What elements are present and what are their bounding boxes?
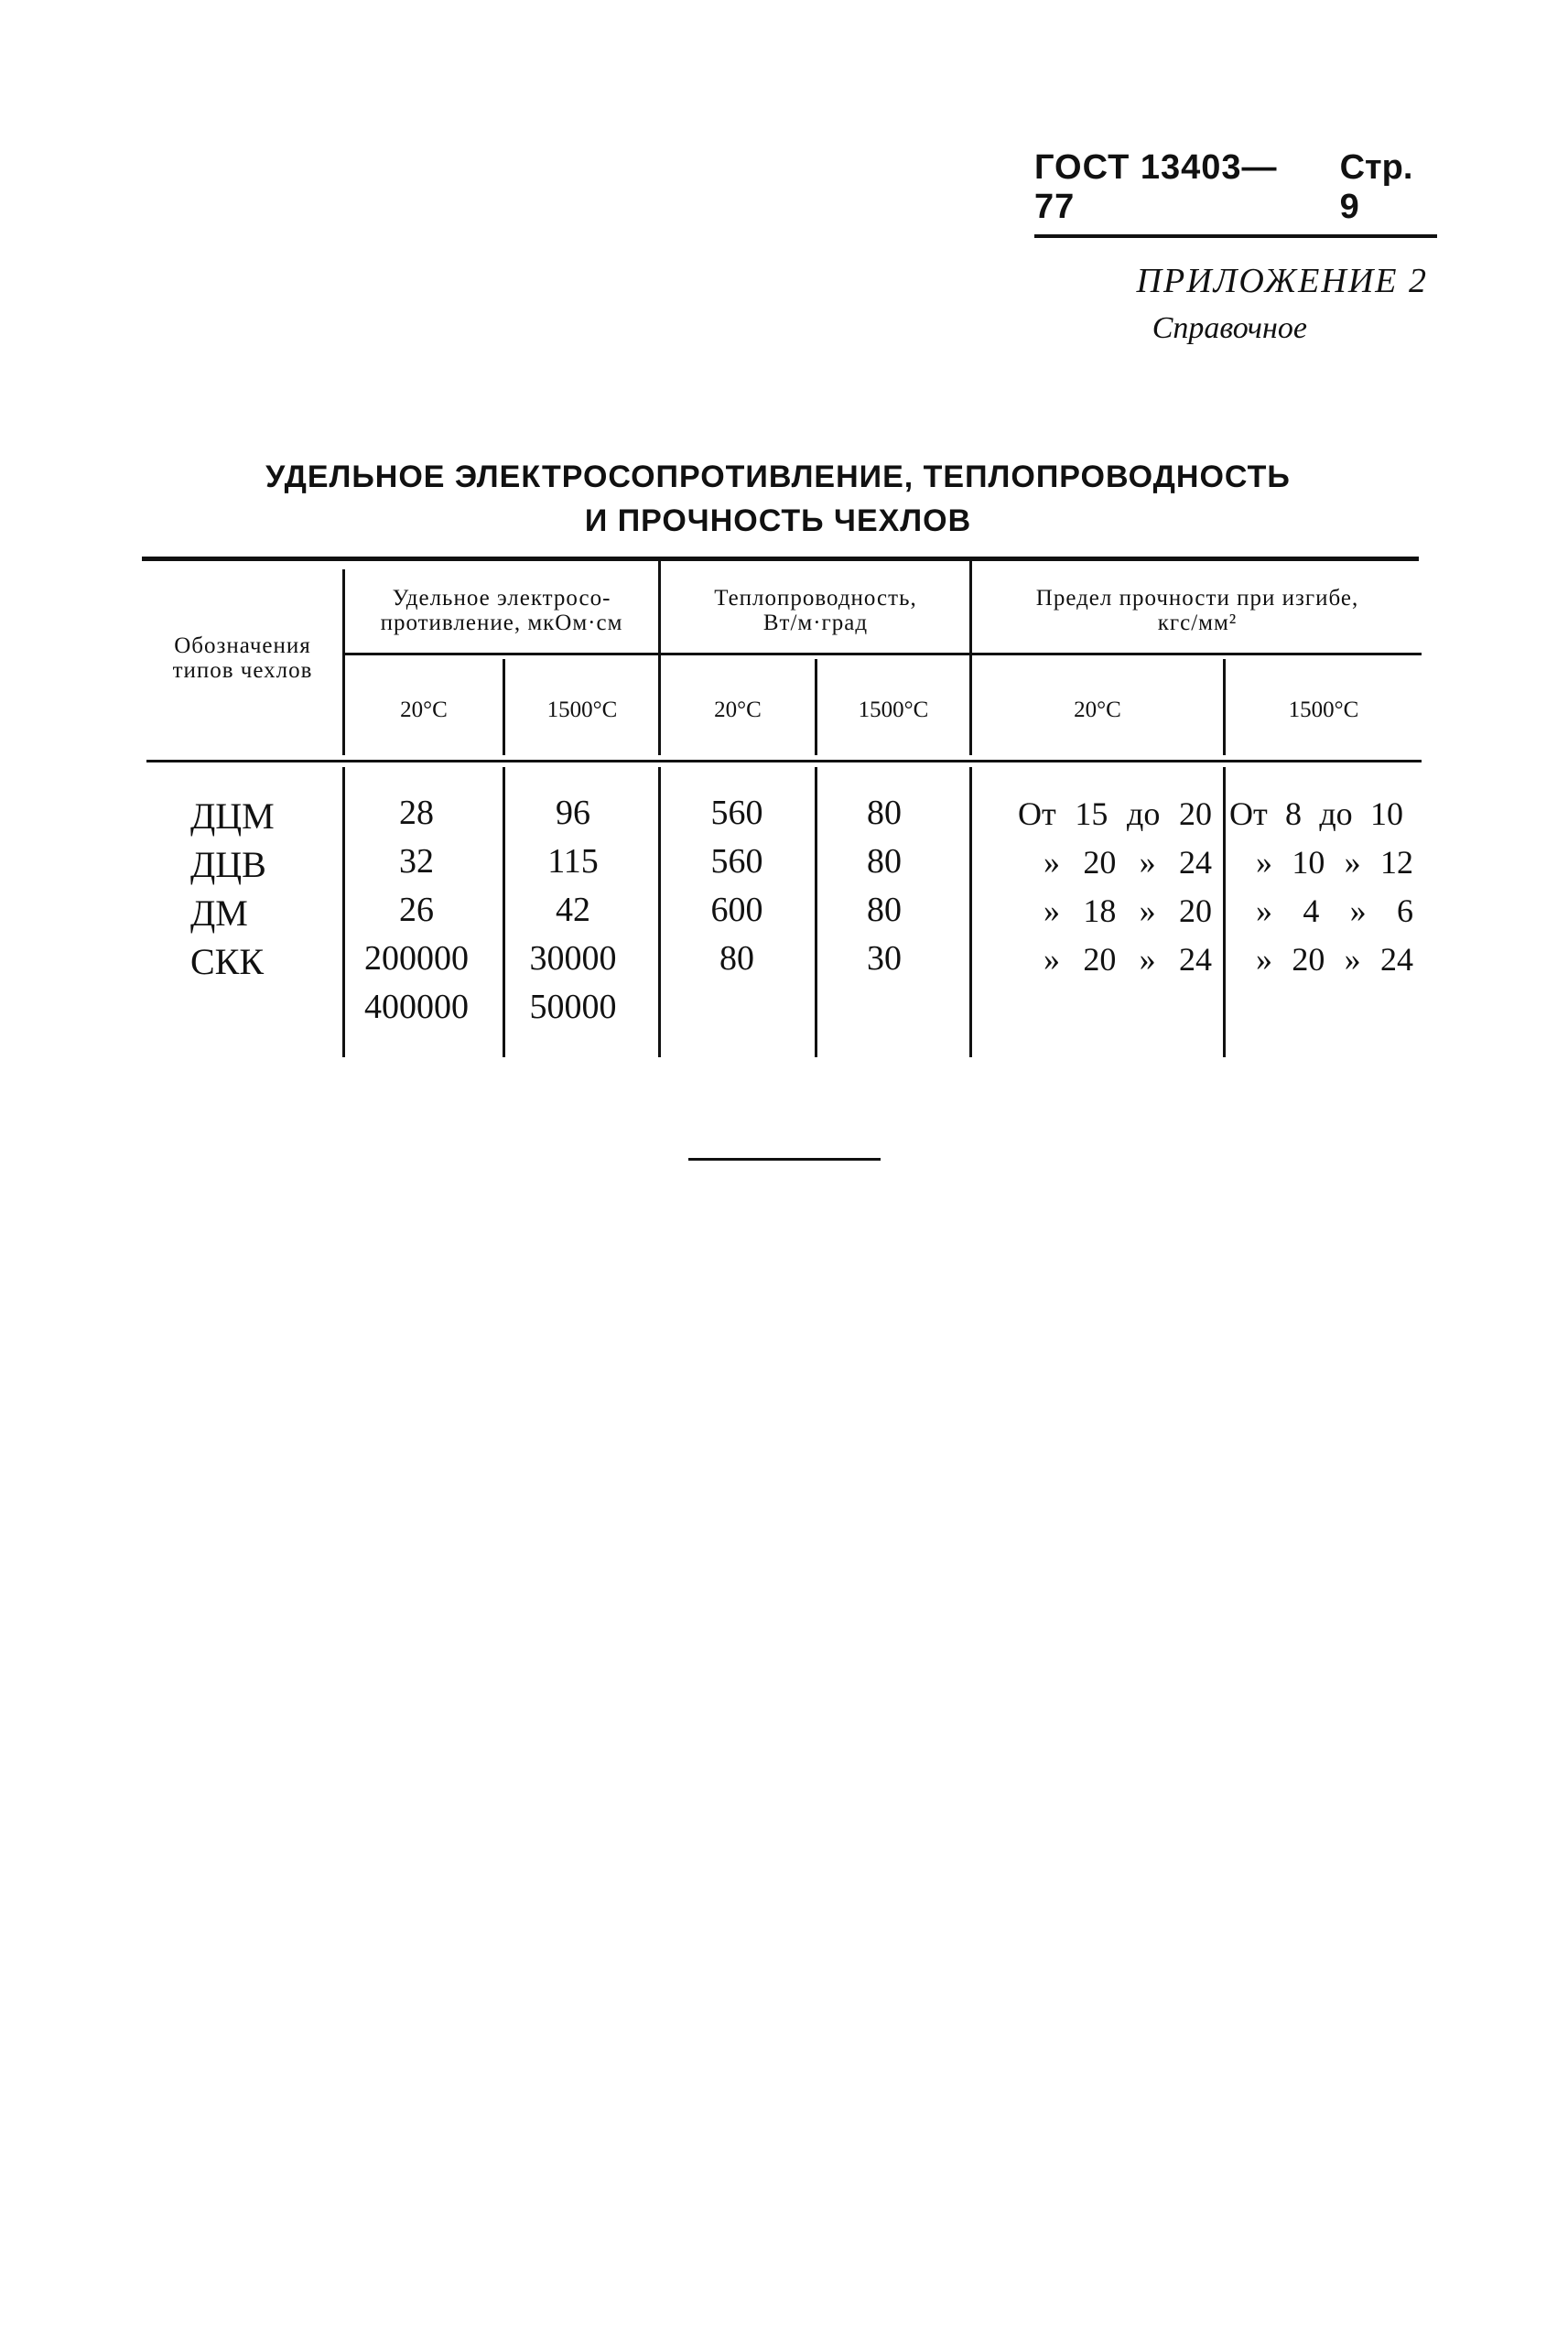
row-resistivity-20: 28 (399, 794, 434, 832)
temp-strength-1500: 1500°С (1288, 698, 1359, 722)
range-prefix: » (1044, 941, 1060, 978)
row-conductivity-1500: 80 (867, 891, 902, 929)
subheader-rule-left (344, 653, 660, 655)
range-to: 24 (1178, 941, 1212, 978)
col-strength-header: Предел прочности при изгибе, кгс/мм² (1035, 586, 1359, 635)
row-designation: ДЦВ (190, 844, 266, 885)
row-designation: СКК (190, 941, 265, 982)
vline-5 (969, 560, 972, 755)
range-prefix: » (1044, 892, 1060, 929)
subheader-rule-right (971, 653, 1422, 655)
row-resistivity-20: 200000 (364, 939, 469, 978)
col-designation-header: Обозначения типов чехлов (172, 633, 313, 683)
range-from: 18 (1083, 892, 1117, 929)
row-strength-1500 (1256, 843, 1413, 881)
end-divider (688, 1158, 881, 1161)
body-vline-6 (1223, 767, 1226, 1057)
vline-4 (815, 659, 817, 755)
range-to: 6 (1396, 892, 1413, 929)
range-from: 15 (1075, 795, 1108, 832)
range-from: 20 (1083, 844, 1117, 881)
row-resistivity-20: 32 (399, 842, 434, 881)
row-resistivity-1500: 96 (556, 794, 590, 832)
temp-conductivity-20: 20°С (714, 698, 762, 722)
range-from: 8 (1285, 795, 1303, 832)
row-strength-1500 (1256, 940, 1413, 979)
row-resistivity-20: 26 (399, 891, 434, 929)
range-from: 20 (1292, 941, 1325, 978)
table-top-rule (142, 557, 1419, 561)
row-conductivity-20: 80 (719, 939, 754, 978)
range-to: 24 (1379, 941, 1413, 978)
row-strength-20 (1044, 843, 1212, 881)
page-header (1034, 148, 1437, 238)
table-title-line2: И ПРОЧНОСТЬ ЧЕХЛОВ (584, 503, 972, 538)
row-strength-1500 (1229, 795, 1403, 833)
range-to: 10 (1370, 795, 1403, 832)
row-resistivity-20: 400000 (364, 988, 469, 1026)
body-vline-3 (658, 767, 661, 1057)
range-to: 20 (1178, 795, 1212, 832)
row-conductivity-20: 560 (710, 794, 763, 832)
row-conductivity-1500: 30 (867, 939, 902, 978)
range-from: 4 (1303, 892, 1320, 929)
row-strength-20 (1018, 795, 1212, 833)
appendix-label: ПРИЛОЖЕНИЕ 2 (1136, 262, 1428, 300)
range-from: 10 (1292, 844, 1325, 881)
range-word: » (1139, 844, 1156, 881)
col-resistivity-header: Удельное электросо- противление, мкОм·см (380, 586, 623, 635)
row-strength-20 (1044, 940, 1212, 979)
range-prefix: От (1229, 795, 1268, 832)
temp-resistivity-20: 20°С (400, 698, 448, 722)
vline-6 (1223, 659, 1226, 755)
range-word: до (1127, 795, 1161, 832)
page-number: Стр. 9 (1339, 148, 1413, 226)
standard-number: ГОСТ 13403—77 (1034, 148, 1278, 226)
row-resistivity-1500: 115 (547, 842, 599, 881)
range-word: до (1319, 795, 1353, 832)
appendix-kind: Справочное (1152, 311, 1307, 345)
range-to: 20 (1178, 892, 1212, 929)
range-from: 20 (1083, 941, 1117, 978)
body-vline-5 (969, 767, 972, 1057)
temp-strength-20: 20°С (1074, 698, 1121, 722)
row-designation: ДЦМ (190, 795, 275, 837)
temp-resistivity-1500: 1500°С (546, 698, 618, 722)
range-to: 24 (1178, 844, 1212, 881)
row-strength-1500 (1256, 892, 1413, 930)
row-designation: ДМ (190, 892, 248, 934)
range-prefix: » (1256, 892, 1272, 929)
subheader-rule-mid (660, 653, 971, 655)
row-conductivity-1500: 80 (867, 794, 902, 832)
range-to: 12 (1379, 844, 1413, 881)
vline-3 (658, 560, 661, 755)
range-word: » (1139, 892, 1156, 929)
vline-1 (342, 569, 345, 755)
range-prefix: От (1018, 795, 1056, 832)
row-resistivity-1500: 42 (556, 891, 590, 929)
range-word: » (1349, 892, 1367, 929)
range-word: » (1139, 941, 1156, 978)
row-conductivity-20: 560 (710, 842, 763, 881)
table-title-line1: УДЕЛЬНОЕ ЭЛЕКТРОСОПРОТИВЛЕНИЕ, ТЕПЛОПРОВОДНОСТЬ (265, 460, 1291, 494)
range-word: » (1344, 844, 1361, 881)
row-resistivity-1500: 50000 (529, 988, 617, 1026)
range-prefix: » (1256, 844, 1272, 881)
header-bottom-rule (146, 760, 1422, 762)
col-conductivity-header: Теплопроводность, Вт/м·град (714, 586, 917, 635)
temp-conductivity-1500: 1500°С (858, 698, 929, 722)
range-prefix: » (1044, 844, 1060, 881)
vline-2 (503, 659, 505, 755)
row-conductivity-20: 600 (710, 891, 763, 929)
range-word: » (1344, 941, 1361, 978)
range-prefix: » (1256, 941, 1272, 978)
body-vline-2 (503, 767, 505, 1057)
body-vline-4 (815, 767, 817, 1057)
row-conductivity-1500: 80 (867, 842, 902, 881)
row-resistivity-1500: 30000 (529, 939, 617, 978)
row-strength-20 (1044, 892, 1212, 930)
